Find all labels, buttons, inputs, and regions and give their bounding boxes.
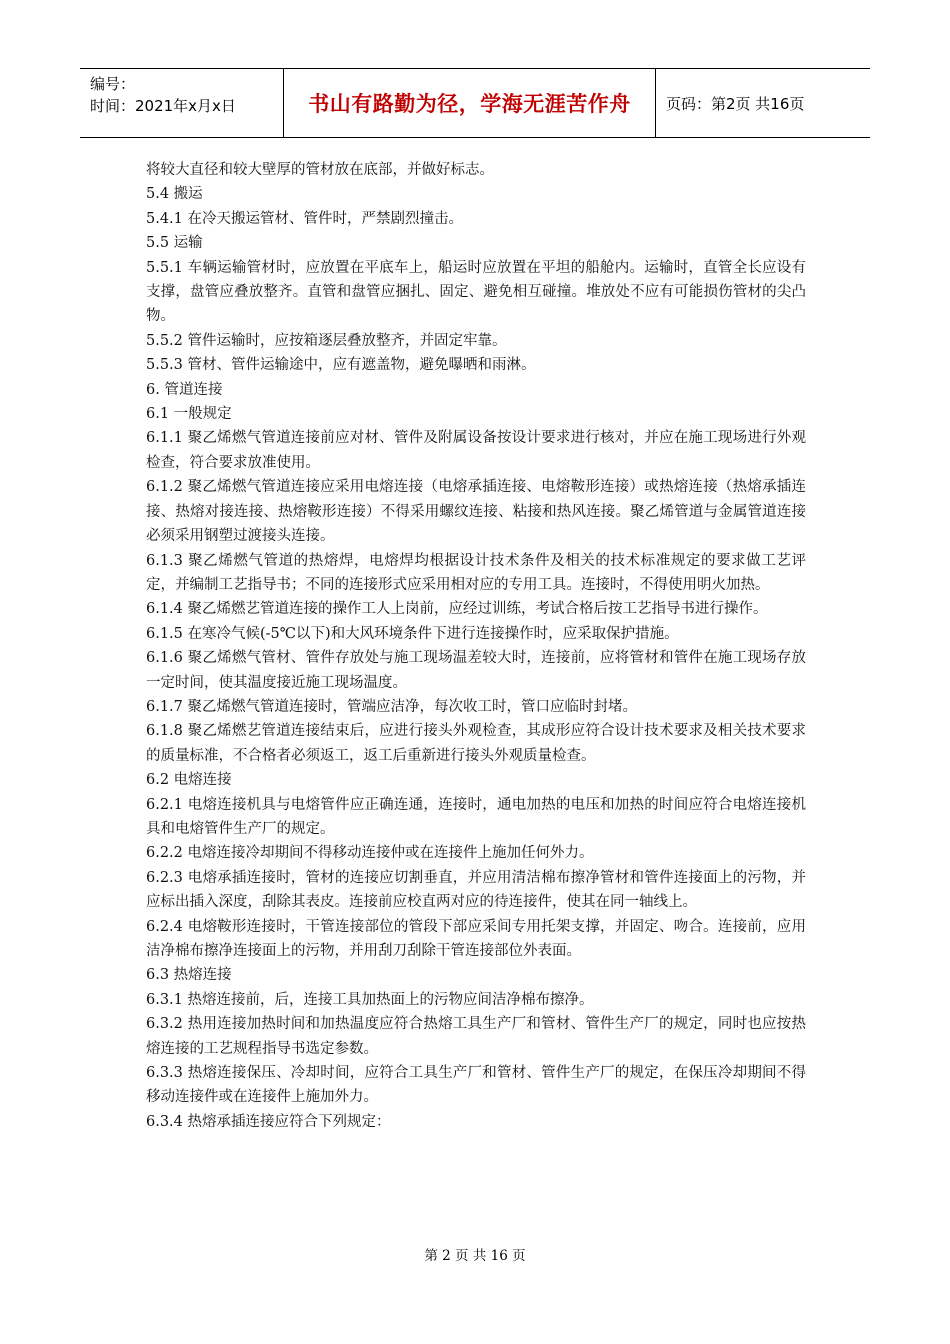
paragraph: 6.1.1 聚乙烯燃气管道连接前应对材、管件及附属设备按设计要求进行核对，并应在施工现场进行外观检查，符合要求放准使用。 [146, 430, 806, 471]
paragraph: 5.5.3 管材、管件运输途中，应有遮盖物，避免曝晒和雨淋。 [146, 357, 536, 374]
document-number-label: 编号： [90, 75, 136, 93]
section-heading: 5.5 运输 [146, 235, 203, 252]
section-heading: 6.1 一般规定 [146, 406, 232, 423]
paragraph: 6.1.8 聚乙烯燃艺管道连接结束后，应进行接头外观检查，其成形应符合设计技术要求及相关技术要求的质量标准，不合格者必须返工，返工后重新进行接头外观质量检查。 [146, 723, 806, 764]
paragraph: 5.5.1 车辆运输管材时，应放置在平底车上，船运时应放置在平坦的船舱内。运输时，直管全长应设有支撑，盘管应叠放整齐。直管和盘管应捆扎、固定、避免相互碰撞。堆放处不应有可能损伤管材的尖凸物。 [146, 259, 806, 325]
paragraph: 6.2.3 电熔承插连接时，管材的连接应切割垂直，并应用清洁棉布擦净管材和管件连接面上的污物，并应标出插入深度，刮除其表皮。连接前应校直两对应的待连接件，使其在同一轴线上。 [146, 869, 806, 911]
paragraph: 6.1.6 聚乙烯燃气管材、管件存放处与施工现场温差较大时，连接前，应将管材和管件在施工现场存放一定时间，使其温度接近施工现场温度。 [146, 650, 806, 691]
section-heading: 6. 管道连接 [146, 381, 223, 398]
paragraph: 5.4.1 在冷天搬运管材、管件时，严禁剧烈撞击。 [146, 210, 464, 227]
paragraph: 6.3.1 热熔连接前，后，连接工具加热面上的污物应间洁净棉布擦净。 [146, 991, 594, 1008]
paragraph: 6.2.1 电熔连接机具与电熔管件应正确连通，连接时，通电加热的电压和加热的时间应符合电熔连接机具和电熔管件生产厂的规定。 [146, 796, 806, 837]
paragraph: 6.1.4 聚乙烯燃艺管道连接的操作工人上岗前，应经过训练，考试合格后按工艺指导书进行操作。 [146, 601, 768, 618]
header-motto: 书山有路勤为径，学海无涯苦作舟 [284, 69, 656, 137]
page-header [80, 68, 870, 138]
paragraph: 将较大直径和较大壁厚的管材放在底部，并做好标志。 [146, 162, 494, 178]
header-page-info: 页码：第2页 共16页 [666, 94, 805, 113]
header-meta [80, 69, 284, 137]
paragraph: 6.1.3 聚乙烯燃气管道的热熔焊，电熔焊均根据设计技术条件及相关的技术标准规定的要求做工艺评定，并编制工艺指导书；不同的连接形式应采用相对应的专用工具。连接时，不得使用明火加热。 [146, 552, 806, 593]
paragraph: 6.3.3 热熔连接保压、冷却时间，应符合工具生产厂和管材、管件生产厂的规定，在保压冷却期间不得移动连接件或在连接件上施加外力。 [146, 1065, 806, 1106]
section-heading: 5.4 搬运 [146, 186, 203, 203]
paragraph: 6.1.2 聚乙烯燃气管道连接应采用电熔连接（电熔承插连接、电熔鞍形连接）或热熔连接（热熔承插连接、热熔对接连接、热熔鞍形连接）不得采用螺纹连接、粘接和热风连接。聚乙烯管道与金属管道连接必须采用钢塑过渡接头连接。 [146, 479, 806, 545]
section-heading: 6.2 电熔连接 [146, 772, 232, 789]
document-body [146, 158, 806, 1134]
paragraph: 6.3.4 热熔承插连接应符合下列规定： [146, 1113, 391, 1130]
paragraph: 5.5.2 管件运输时，应按箱逐层叠放整齐，并固定牢靠。 [146, 332, 507, 349]
paragraph: 6.1.7 聚乙烯燃气管道连接时，管端应洁净，每次收工时，管口应临时封堵。 [146, 698, 638, 715]
paragraph: 6.1.5 在寒冷气候(-5℃以下)和大风环境条件下进行连接操作时，应采取保护措施。 [146, 625, 679, 642]
paragraph: 6.2.4 电熔鞍形连接时，干管连接部位的管段下部应采间专用托架支撑，并固定、吻合。连接前，应用洁净棉布擦净连接面上的污物，并用刮刀刮除干管连接部位外表面。 [146, 918, 806, 959]
paragraph: 6.3.2 热用连接加热时间和加热温度应符合热熔工具生产厂和管材、管件生产厂的规定，同时也应按热熔连接的工艺规程指导书选定参数。 [146, 1016, 806, 1057]
page-footer: 第 2 页 共 16 页 [424, 1248, 526, 1264]
section-heading: 6.3 热熔连接 [146, 967, 232, 984]
paragraph: 6.2.2 电熔连接冷却期间不得移动连接仲或在连接件上施加任何外力。 [146, 845, 594, 862]
document-time-label: 时间：2021年x月x日 [90, 97, 236, 115]
